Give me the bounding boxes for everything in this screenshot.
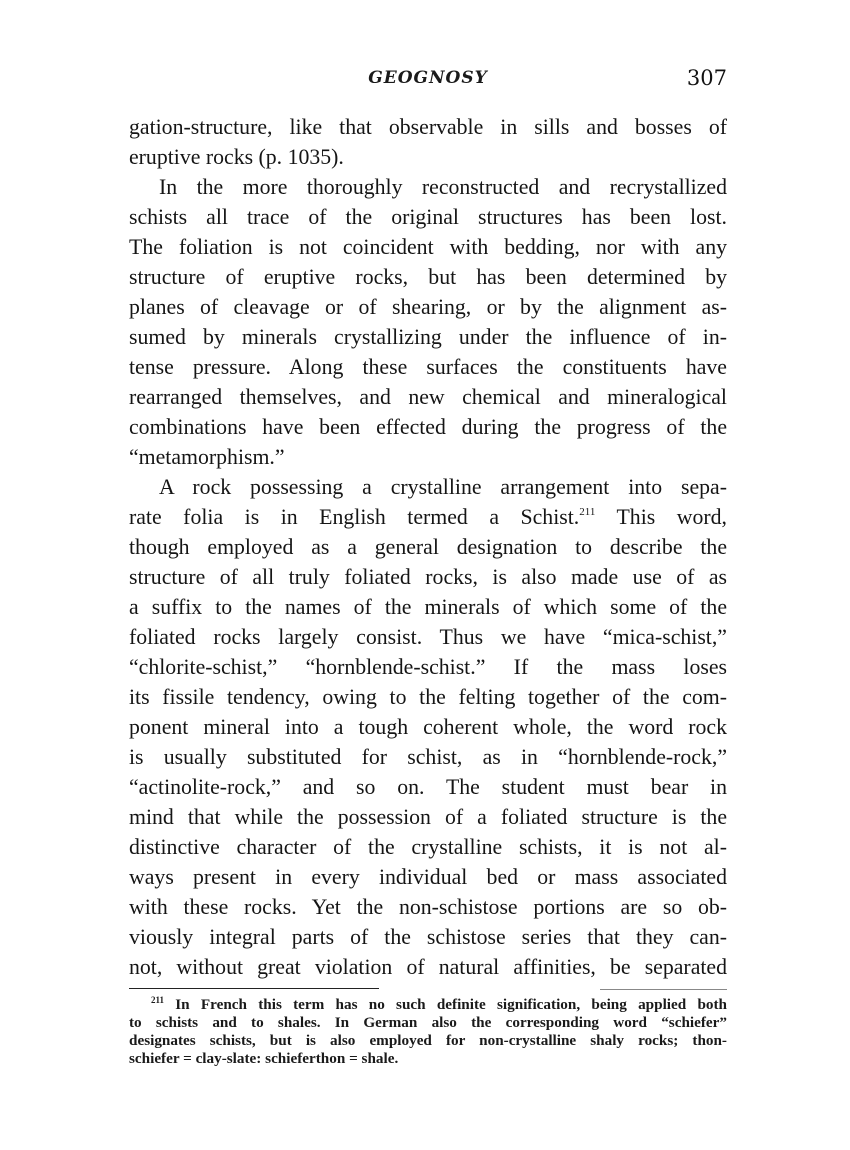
text-line: planes of cleavage or of shearing, or by the alignment as- — [129, 295, 727, 319]
footnote — [129, 996, 727, 1068]
text-line: viously integral parts of the schistose series that they can- — [129, 925, 727, 949]
text-line: eruptive rocks (p. 1035). — [129, 145, 344, 169]
footnote-divider-right — [600, 989, 727, 990]
footnote-reference[interactable]: 211 — [579, 506, 596, 518]
body-text — [129, 112, 727, 982]
text-line: foliated rocks largely consist. Thus we have “mica-schist,” — [129, 625, 727, 649]
text-line: “chlorite-schist,” “hornblende-schist.” If the mass loses — [129, 655, 727, 679]
text-line: ponent mineral into a tough coherent whole, the word rock — [129, 715, 727, 739]
footnote-text: In French this term has no such definite signification, being applied both — [175, 996, 727, 1013]
text-line: The foliation is not coincident with bedding, nor with any — [129, 235, 727, 259]
footnote-line: schiefer = clay-slate: schieferthon = shale. — [129, 1050, 399, 1067]
text-line: sumed by minerals crystallizing under the influence of in- — [129, 325, 727, 349]
text-line: schists all trace of the original structures has been lost. — [129, 205, 727, 229]
footnote-line — [129, 996, 727, 1014]
text-line: a suffix to the names of the minerals of which some of the — [129, 595, 727, 619]
text-line: gation-structure, like that observable in sills and bosses of — [129, 115, 727, 139]
page-number: 307 — [686, 66, 727, 90]
footnote-line: to schists and to shales. In German also the corresponding word “schiefer” — [129, 1014, 727, 1031]
text-segment: This word, — [616, 505, 727, 529]
footnote-number: 211 — [151, 995, 165, 1005]
text-line: “actinolite-rock,” and so on. The student must bear in — [129, 775, 727, 799]
text-line: distinctive character of the crystalline schists, it is not al- — [129, 835, 727, 859]
text-line: combinations have been effected during the progress of the — [129, 415, 727, 439]
text-line: with these rocks. Yet the non-schistose portions are so ob- — [129, 895, 727, 919]
footnote-line: designates schists, but is also employed for non-crystalline shaly rocks; thon- — [129, 1032, 727, 1049]
text-line: though employed as a general designation to describe the — [129, 535, 727, 559]
text-line-with-footnote-ref — [129, 502, 727, 532]
text-line: is usually substituted for schist, as in “hornblende-rock,” — [129, 745, 727, 769]
text-line: its fissile tendency, owing to the felting together of the com- — [129, 685, 727, 709]
text-line: tense pressure. Along these surfaces the constituents have — [129, 355, 727, 379]
text-line: not, without great violation of natural affinities, be separated — [129, 955, 727, 979]
text-segment: rate folia is in English termed a Schist. — [129, 505, 580, 529]
text-line: A rock possessing a crystalline arrangement into sepa- — [159, 475, 727, 499]
text-line: ways present in every individual bed or mass associated — [129, 865, 727, 889]
running-head — [129, 66, 727, 96]
text-line: mind that while the possession of a foliated structure is the — [129, 805, 727, 829]
text-line: In the more thoroughly reconstructed and recrystallized — [159, 175, 727, 199]
text-line: “metamorphism.” — [129, 445, 285, 469]
footnote-divider — [129, 988, 379, 989]
text-line: rearranged themselves, and new chemical and mineralogical — [129, 385, 727, 409]
text-line: structure of eruptive rocks, but has been determined by — [129, 265, 727, 289]
running-head-title: GEOGNOSY — [368, 68, 488, 88]
text-line: structure of all truly foliated rocks, is also made use of as — [129, 565, 727, 589]
